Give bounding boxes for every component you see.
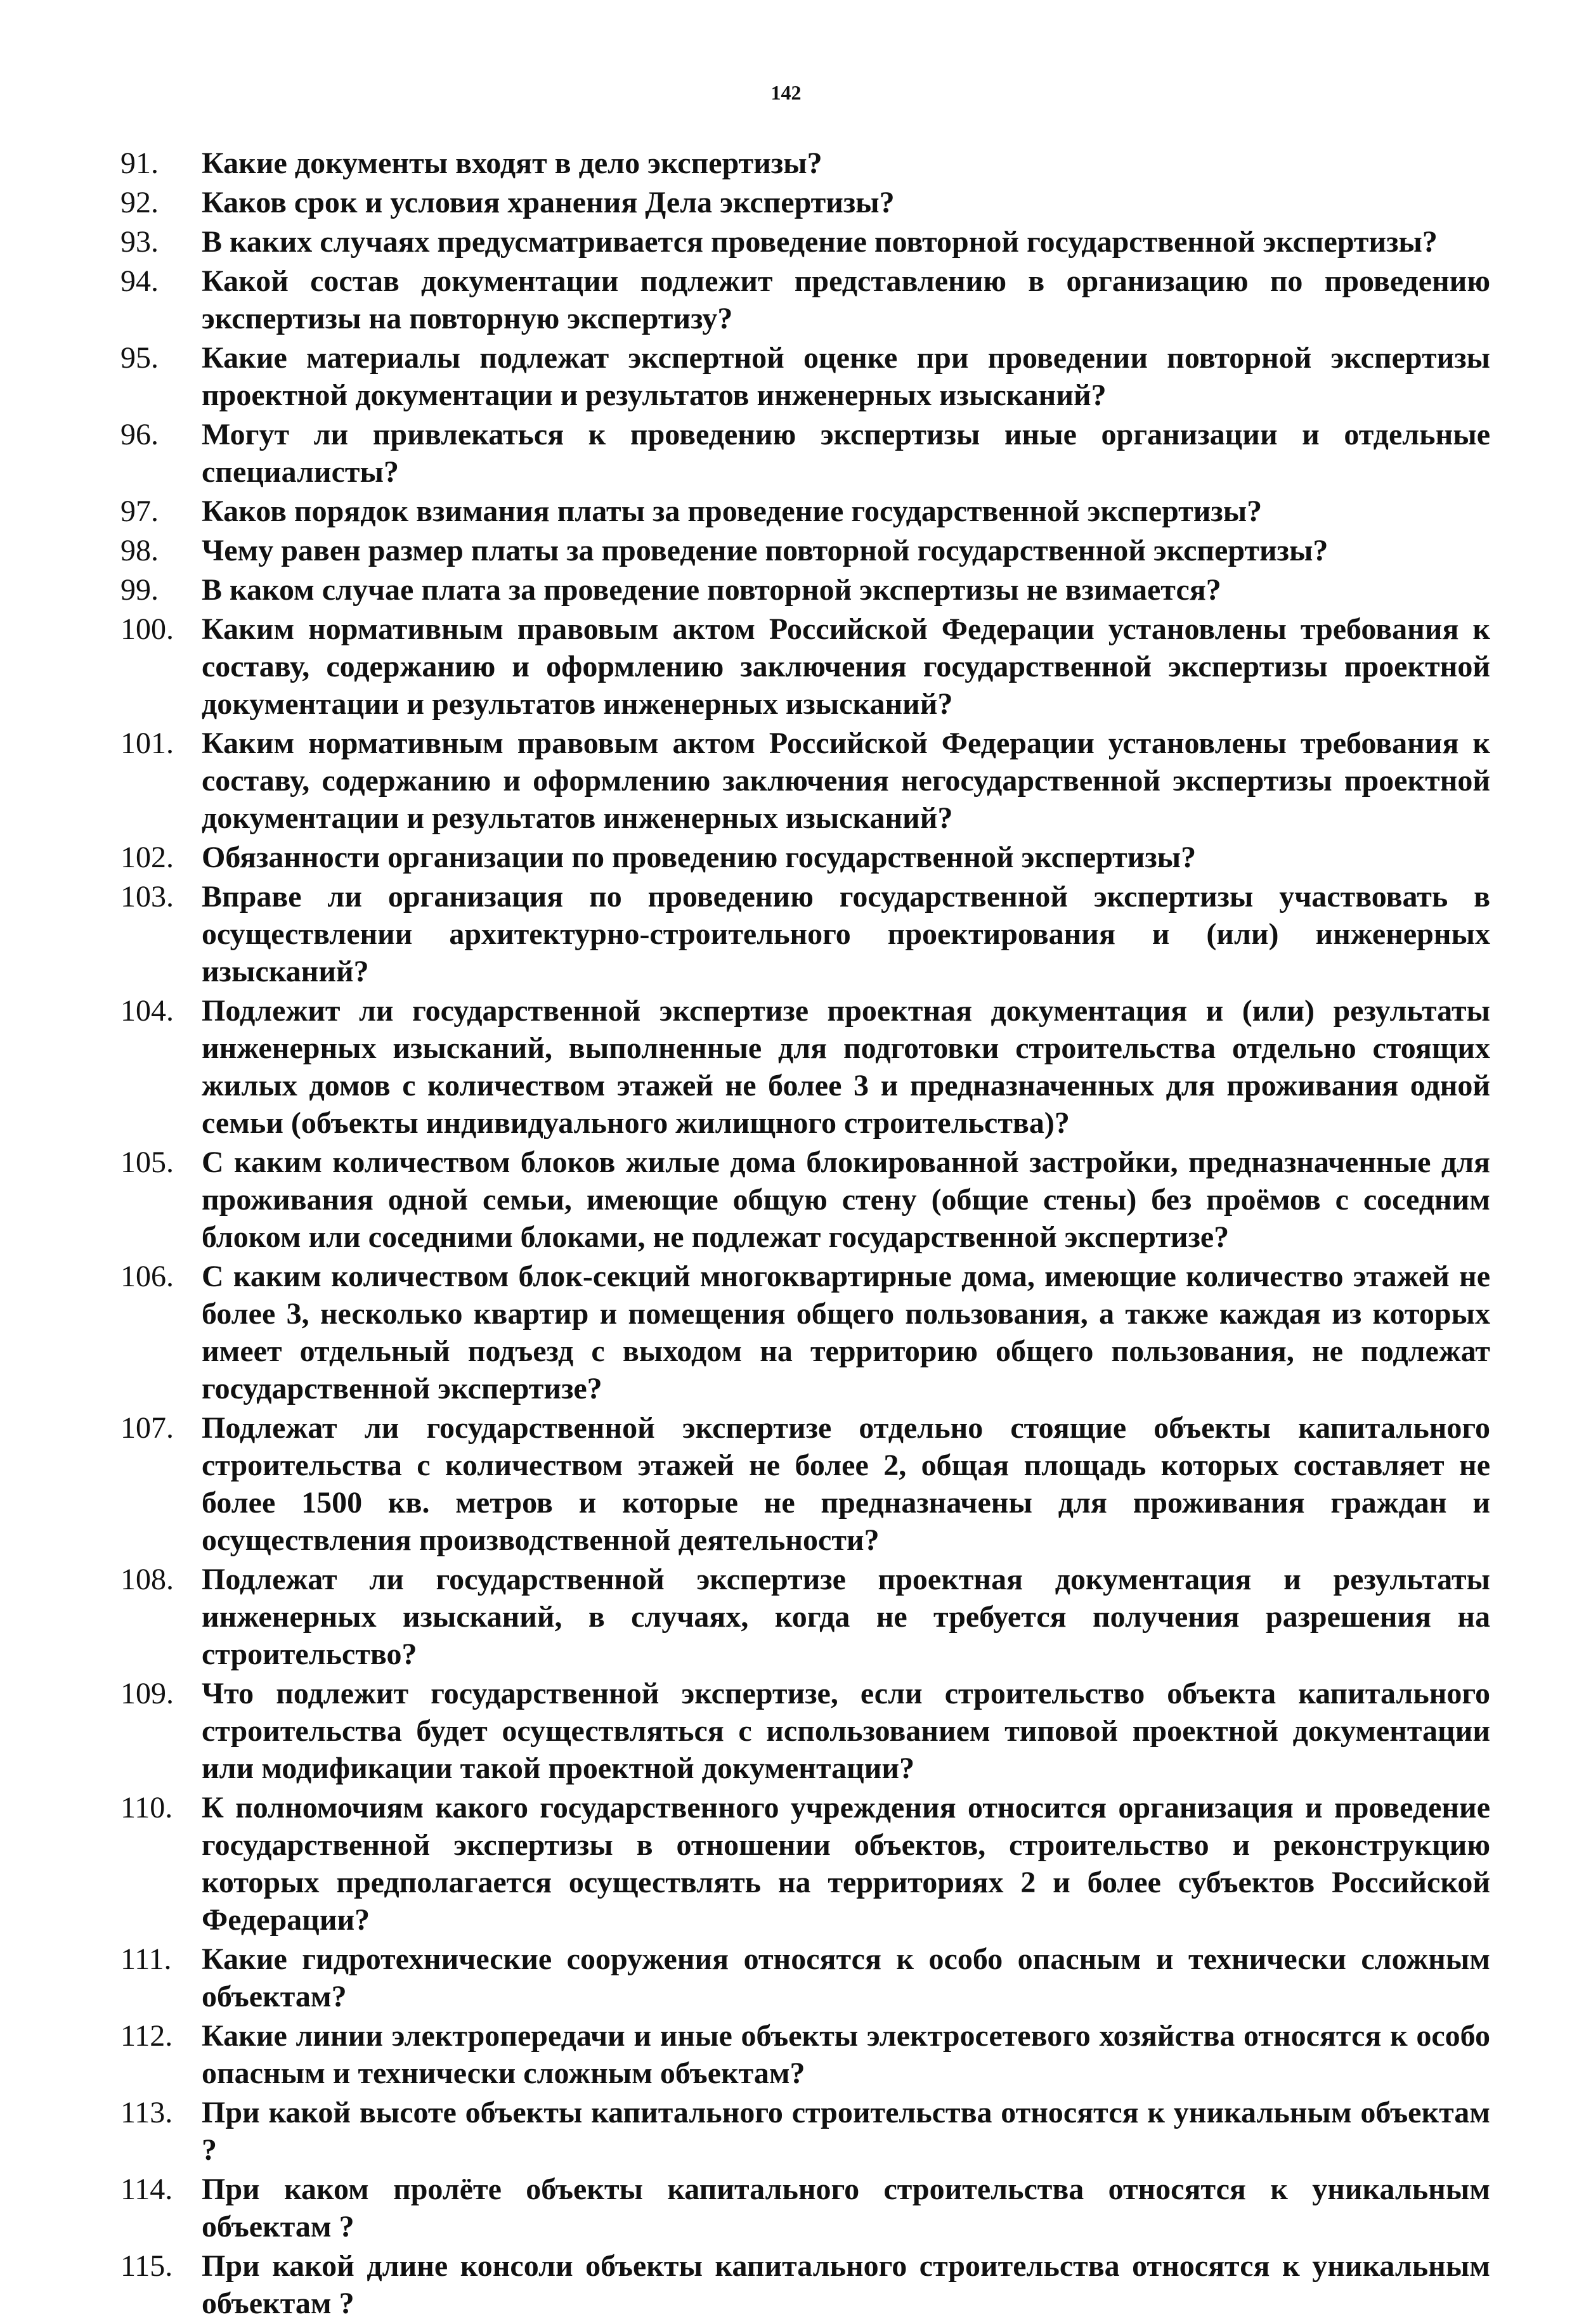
question-item	[120, 1789, 1490, 1939]
question-number: 106.	[120, 1260, 174, 1293]
question-text: Каков срок и условия хранения Дела экспертизы?	[202, 186, 895, 219]
question-number: 115.	[120, 2249, 173, 2283]
question-text: С каким количеством блоков жилые дома блокированной застройки, предназначенные для проживания одной семьи, имеющие общую стену (общие стены) без проёмов с соседним блоком или соседними блоками, не подлежат государственной экспертизе?	[202, 1146, 1490, 1254]
question-item	[120, 2094, 1490, 2169]
question-number: 102.	[120, 841, 174, 874]
question-number: 94.	[120, 264, 159, 298]
question-text: Каков порядок взимания платы за проведение государственной экспертизы?	[202, 494, 1263, 528]
question-item	[120, 878, 1490, 990]
question-number: 95.	[120, 341, 159, 375]
question-number: 110.	[120, 1791, 173, 1824]
question-number: 92.	[120, 186, 159, 219]
question-number: 99.	[120, 573, 159, 607]
question-text: Какой состав документации подлежит представлению в организацию по проведению экспертизы на повторную экспертизу?	[202, 264, 1490, 335]
question-list	[120, 145, 1490, 2324]
question-item	[120, 145, 1490, 182]
question-text: Что подлежит государственной экспертизе, если строительство объекта капитального строительства будет осуществляться с использованием типовой проектной документации или модификации такой проектной документации?	[202, 1677, 1490, 1785]
question-item	[120, 1675, 1490, 1787]
question-text: В каком случае плата за проведение повторной экспертизы не взимается?	[202, 573, 1221, 607]
question-item	[120, 184, 1490, 221]
question-item	[120, 992, 1490, 1142]
question-text: Какие линии электропередачи и иные объекты электросетевого хозяйства относятся к особо опасным и технически сложным объектам?	[202, 2019, 1490, 2090]
question-number: 100.	[120, 612, 174, 646]
question-item	[120, 1561, 1490, 1673]
question-item	[120, 2247, 1490, 2322]
question-text: Какие материалы подлежат экспертной оценке при проведении повторной экспертизы проектной документации и результатов инженерных изысканий?	[202, 341, 1490, 412]
question-item	[120, 725, 1490, 837]
question-text: Каким нормативным правовым актом Российской Федерации установлены требования к составу, содержанию и оформлению заключения негосударственной экспертизы проектной документации и результатов инженерных изысканий?	[202, 726, 1490, 835]
question-item	[120, 2017, 1490, 2092]
question-number: 97.	[120, 494, 159, 528]
question-text: Какие документы входят в дело экспертизы?	[202, 146, 822, 180]
question-item	[120, 1258, 1490, 1407]
question-item	[120, 839, 1490, 876]
question-number: 109.	[120, 1677, 174, 1710]
question-item	[120, 416, 1490, 491]
question-number: 104.	[120, 994, 174, 1028]
question-text: К полномочиям какого государственного учреждения относится организация и проведение государственной экспертизы в отношении объектов, строительство и реконструкцию которых предполагается осуществлять на территориях 2 и более субъектов Российской Федерации?	[202, 1791, 1490, 1937]
page-number: 142	[770, 81, 802, 104]
question-number: 96.	[120, 418, 159, 451]
question-text: При какой длине консоли объекты капитального строительства относятся к уникальным объектам ?	[202, 2249, 1490, 2320]
question-item	[120, 262, 1490, 337]
question-item	[120, 493, 1490, 530]
question-number: 101.	[120, 726, 174, 760]
question-item	[120, 2171, 1490, 2245]
question-number: 113.	[120, 2096, 173, 2129]
question-number: 93.	[120, 225, 159, 259]
question-number: 105.	[120, 1146, 174, 1179]
question-text: Чему равен размер платы за проведение повторной государственной экспертизы?	[202, 534, 1328, 567]
question-item	[120, 1144, 1490, 1256]
question-text: Подлежат ли государственной экспертизе проектная документация и результаты инженерных изысканий, в случаях, когда не требуется получения разрешения на строительство?	[202, 1563, 1490, 1671]
question-number: 91.	[120, 146, 159, 180]
question-item	[120, 339, 1490, 414]
question-item	[120, 610, 1490, 723]
question-text: При каком пролёте объекты капитального строительства относятся к уникальным объектам ?	[202, 2172, 1490, 2243]
question-item	[120, 1940, 1490, 2015]
question-number: 112.	[120, 2019, 173, 2053]
question-number: 111.	[120, 1942, 172, 1976]
question-text: С каким количеством блок-секций многоквартирные дома, имеющие количество этажей не более 3, несколько квартир и помещения общего пользования, а также каждая из которых имеет отдельный подъезд с выходом на территорию общего пользования, не подлежат государственной экспертизе?	[202, 1260, 1490, 1405]
question-text: Каким нормативным правовым актом Российской Федерации установлены требования к составу, содержанию и оформлению заключения государственной экспертизы проектной документации и результатов инженерных изысканий?	[202, 612, 1490, 721]
question-number: 98.	[120, 534, 159, 567]
question-text: Подлежат ли государственной экспертизе отдельно стоящие объекты капитального строительства с количеством этажей не более 2, общая площадь которых составляет не более 1500 кв. метров и которые не предназначены для проживания граждан и осуществления производственной деятельности?	[202, 1411, 1490, 1557]
question-number: 103.	[120, 880, 174, 913]
question-number: 107.	[120, 1411, 174, 1445]
question-text: Могут ли привлекаться к проведению экспертизы иные организации и отдельные специалисты?	[202, 418, 1490, 489]
question-text: В каких случаях предусматривается проведение повторной государственной экспертизы?	[202, 225, 1438, 259]
question-item	[120, 1409, 1490, 1559]
question-number: 108.	[120, 1563, 174, 1596]
question-text: Вправе ли организация по проведению государственной экспертизы участвовать в осуществлении архитектурно-строительного проектирования и (или) инженерных изысканий?	[202, 880, 1490, 988]
question-text: Обязанности организации по проведению государственной экспертизы?	[202, 841, 1197, 874]
question-number: 114.	[120, 2172, 173, 2206]
question-item	[120, 571, 1490, 609]
question-text: Подлежит ли государственной экспертизе проектная документация и (или) результаты инженерных изысканий, выполненные для подготовки строительства отдельно стоящих жилых домов с количеством этажей не более 3 и предназначенных для проживания одной семьи (объекты индивидуального жилищного строительства)?	[202, 994, 1490, 1140]
question-text: При какой высоте объекты капитального строительства относятся к уникальным объектам ?	[202, 2096, 1490, 2167]
question-text: Какие гидротехнические сооружения относятся к особо опасным и технически сложным объектам?	[202, 1942, 1490, 2013]
question-item	[120, 223, 1490, 261]
question-item	[120, 532, 1490, 569]
